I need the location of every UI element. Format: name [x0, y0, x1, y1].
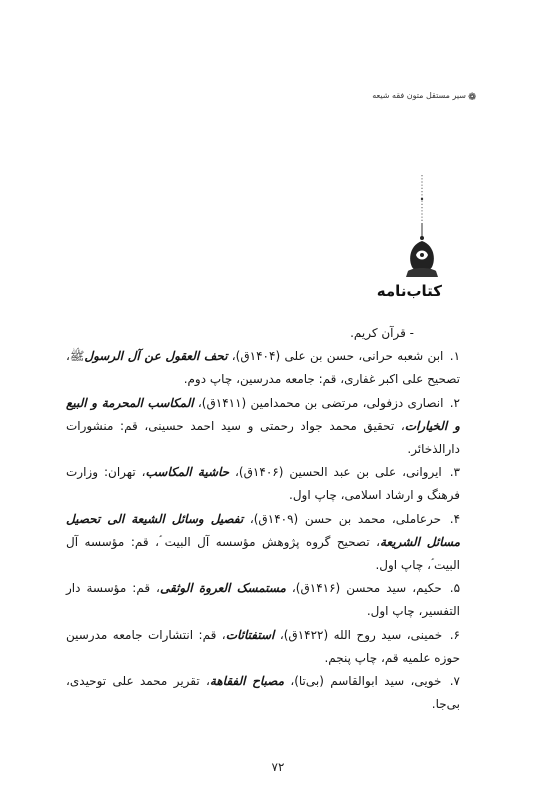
page-number: ۷۲	[271, 760, 285, 774]
header-ornament-icon: ❁	[468, 92, 477, 103]
list-item: ۵. حکیم، سید محسن (۱۴۱۶ق)، مستمسک العروة الوثقی، قم: مؤسسة دار التفسیر، چاپ اول.	[66, 581, 461, 619]
section-ornament-icon	[402, 175, 442, 285]
list-item: ۱. ابن شعبه حرانی، حسن بن علی (۱۴۰۴ق)، تحف العقول عن آل الرسولﷺ، تصحیح علی اکبر غفاری، قم: جامعه مدرسین، چاپ دوم.	[66, 349, 461, 387]
list-item: ۴. حرعاملی، محمد بن حسن (۱۴۰۹ق)، تفصیل وسائل الشیعة الی تحصیل مسائل الشریعة، تصحیح گروه پژوهش مؤسسه آل البیت ؑ، قم: مؤسسه آل البیت ؑ، چاپ اول.	[66, 511, 461, 573]
list-item: ۳. ایروانی، علی بن عبد الحسین (۱۴۰۶ق)، حاشیة المکاسب، تهران: وزارت فرهنگ و ارشاد اسلامی، چاپ اول.	[66, 465, 460, 503]
running-header: سیر مستقل متون فقه شیعه	[372, 91, 466, 100]
list-item: - قرآن کریم.	[350, 326, 414, 340]
list-item: ۷. خویی، سید ابوالقاسم (بی‌تا)، مصباح الفقاهة، تقریر محمد علی توحیدی، بی‌جا.	[66, 674, 460, 712]
list-item: ۶. خمینی، سید روح الله (۱۴۲۲ق)، استفتائات، قم: انتشارات جامعه مدرسین حوزه علمیه قم، چاپ پنجم.	[66, 627, 460, 665]
list-item: ۲. انصاری دزفولی، مرتضی بن محمدامین (۱۴۱۱ق)، المکاسب المحرمة و البیع و الخیارات، تحقیق محمد جواد رحمتی و سید احمد حسینی، قم: منشورات دارالذخائر.	[66, 395, 460, 457]
section-title: کتاب‌نامه	[376, 282, 442, 300]
bibliography-list	[66, 322, 460, 716]
